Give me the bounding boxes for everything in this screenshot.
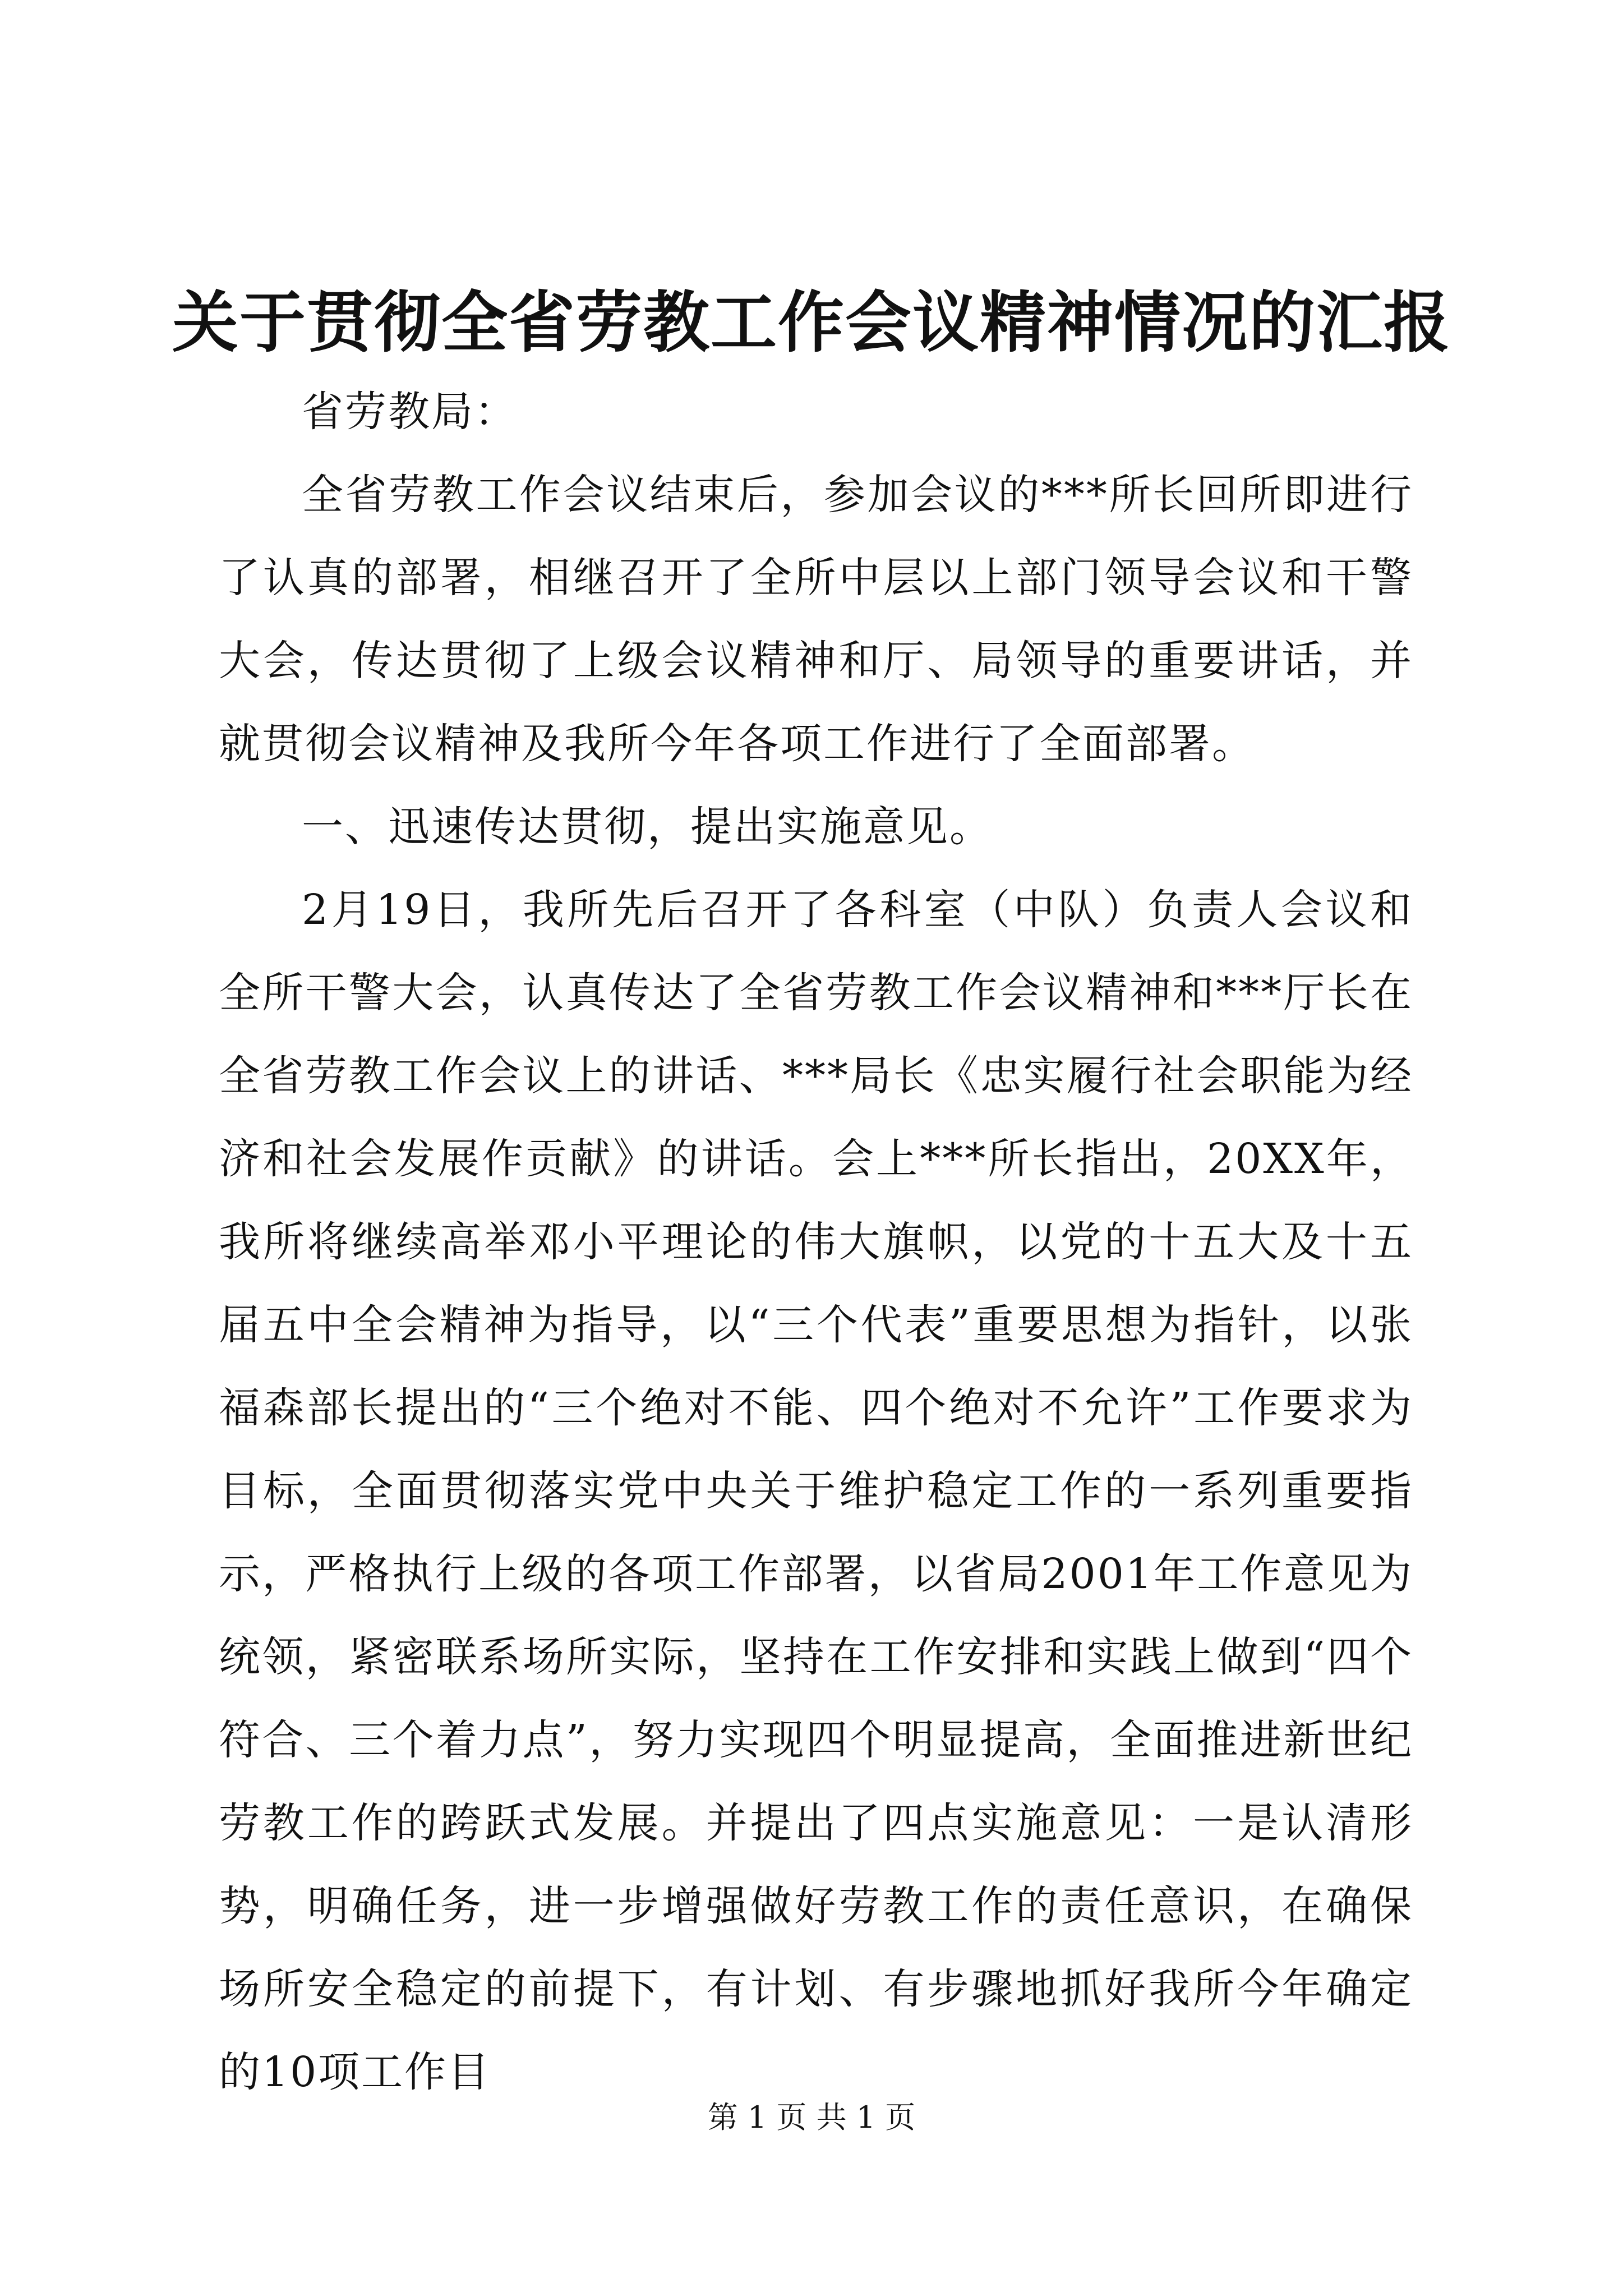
document-body [219, 370, 1413, 2114]
document-title: 关于贯彻全省劳教工作会议精神情况的汇报 [172, 283, 1451, 361]
paragraph-section-1: 2月19日，我所先后召开了各科室（中队）负责人会议和全所干警大会，认真传达了全省劳教工作会议精神和***厅长在全省劳教工作会议上的讲话、***局长《忠实履行社会职能为经济和社会发展作贡献》的讲话。会上***所长指出，20XX年，我所将继续高举邓小平理论的伟大旗帜，以党的十五大及十五届五中全会精神为指导，以“三个代表”重要思想为指针，以张福森部长提出的“三个绝对不能、四个绝对不允许”工作要求为目标，全面贯彻落实党中央关于维护稳定工作的一系列重要指示，严格执行上级的各项工作部署，以省局2001年工作意见为统领，紧密联系场所实际，坚持在工作安排和实践上做到“四个符合、三个着力点”，努力实现四个明显提高，全面推进新世纪劳教工作的跨跃式发展。并提出了四点实施意见：一是认清形势，明确任务，进一步增强做好劳教工作的责任意识，在确保场所安全稳定的前提下，有计划、有步骤地抓好我所今年确定的10项工作目 [219, 886, 1413, 2096]
page-footer: 第 1 页 共 1 页 [707, 2100, 916, 2135]
salutation: 省劳教局： [302, 388, 518, 436]
paragraph-intro: 全省劳教工作会议结束后，参加会议的***所长回所即进行了认真的部署，相继召开了全所中层以上部门领导会议和干警大会，传达贯彻了上级会议精神和厅、局领导的重要讲话，并就贯彻会议精神及我所今年各项工作进行了全面部署。 [219, 471, 1413, 768]
section-heading-1: 一、迅速传达贯彻，提出实施意见。 [302, 803, 993, 851]
